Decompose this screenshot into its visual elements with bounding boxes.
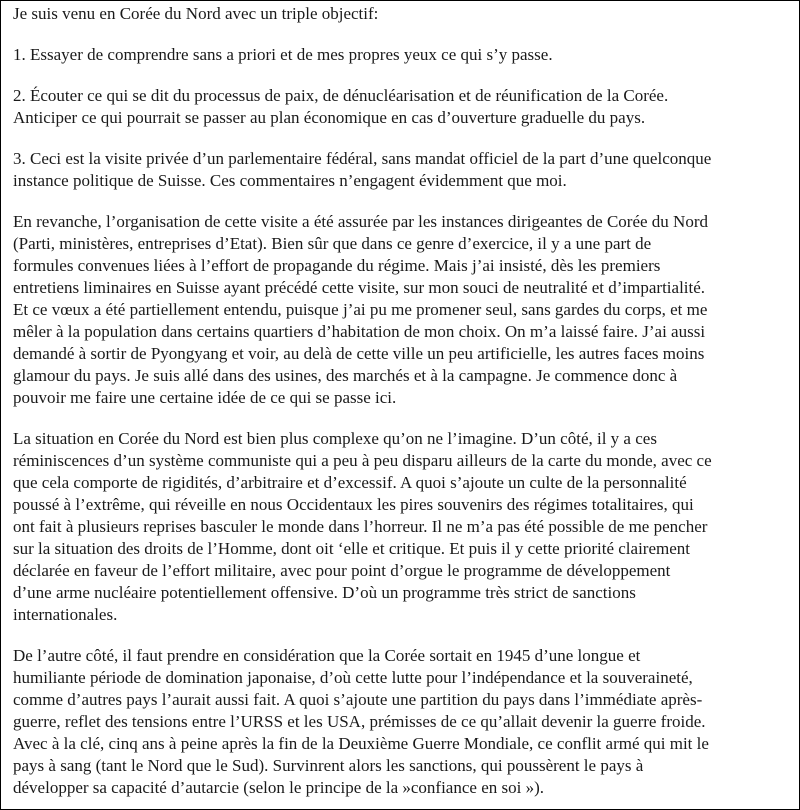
paragraph-objective-1: 1. Essayer de comprendre sans a priori et de mes propres yeux ce qui s’y passe. (13, 45, 553, 64)
paragraph-intro: Je suis venu en Corée du Nord avec un triple objectif: (13, 4, 379, 23)
paragraph-other-side: De l’autre côté, il faut prendre en considération que la Corée sortait en 1945 d’une longue et humiliante période de domination japonaise, d’où cette lutte pour l’indépendance et la souveraineté, comme d’autres pays l’aurait aussi fait. A quoi s’ajoute une partition du pays dans l’immédiate après- guerre, reflet des tensions entre l’URSS et les USA, prémisses de ce qu’allait devenir la guerre froide. Avec à la clé, cinq ans à peine après la fin de la Deuxième Guerre Mondiale, ce conflit armé qui mit le pays à sang (tant le Nord que le Sud). Survinrent alors les sanctions, qui poussèrent le pays à développer sa capacité d’autarcie (selon le principe de la »confiance en soi »). (13, 646, 709, 797)
paragraph-objective-2: 2. Écouter ce qui se dit du processus de paix, de dénucléarisation et de réunification de la Corée. Anticiper ce qui pourrait se passer au plan économique en cas d’ouverture graduelle du pays. (13, 86, 669, 127)
paragraph-objective-3: 3. Ceci est la visite privée d’un parlementaire fédéral, sans mandat officiel de la part d’une quelconque instance politique de Suisse. Ces commentaires n’engagent évidemment que moi. (13, 149, 712, 190)
paragraph-situation: La situation en Corée du Nord est bien plus complexe qu’on ne l’imagine. D’un côté, il y a ces réminiscences d’un système communiste qui a peu à peu disparu ailleurs de la carte du monde, avec ce que cela comporte de rigidités, d’arbitraire et d’excessif. A quoi s’ajoute un culte de la personnalité poussé à l’extrême, qui réveille en nous Occidentaux les pires souvenirs des régimes totalitaires, qui ont fait à plusieurs reprises basculer le monde dans l’horreur. Il ne m’a pas été possible de me pencher sur la situation des droits de l’Homme, dont oit ‘elle et critique. Et puis il y cette priorité clairement déclarée en faveur de l’effort militaire, avec pour point d’orgue le programme de développement d’une arme nucléaire potentiellement offensive. D’où un programme très strict de sanctions internationales. (13, 429, 712, 624)
paragraph-organisation: En revanche, l’organisation de cette visite a été assurée par les instances dirigeantes de Corée du Nord (Parti, ministères, entreprises d’Etat). Bien sûr que dans ce genre d’exercice, il y a une part de formules convenues liées à l’effort de propagande du régime. Mais j’ai insisté, dès les premiers entretiens liminaires en Suisse ayant précédé cette visite, sur mon souci de neutralité et d’impartialité. Et ce vœux a été partiellement entendu, puisque j’ai pu me promener seul, sans gardes du corps, et me mêler à la population dans certains quartiers d’habitation de mon choix. On m’a laissé faire. J’ai aussi demandé à sortir de Pyongyang et voir, au delà de cette ville un peu artificielle, les autres faces moins glamour du pays. Je suis allé dans des usines, des marchés et à la campagne. Je commence donc à pouvoir me faire une certaine idée de ce qui se passe ici. (13, 212, 708, 407)
